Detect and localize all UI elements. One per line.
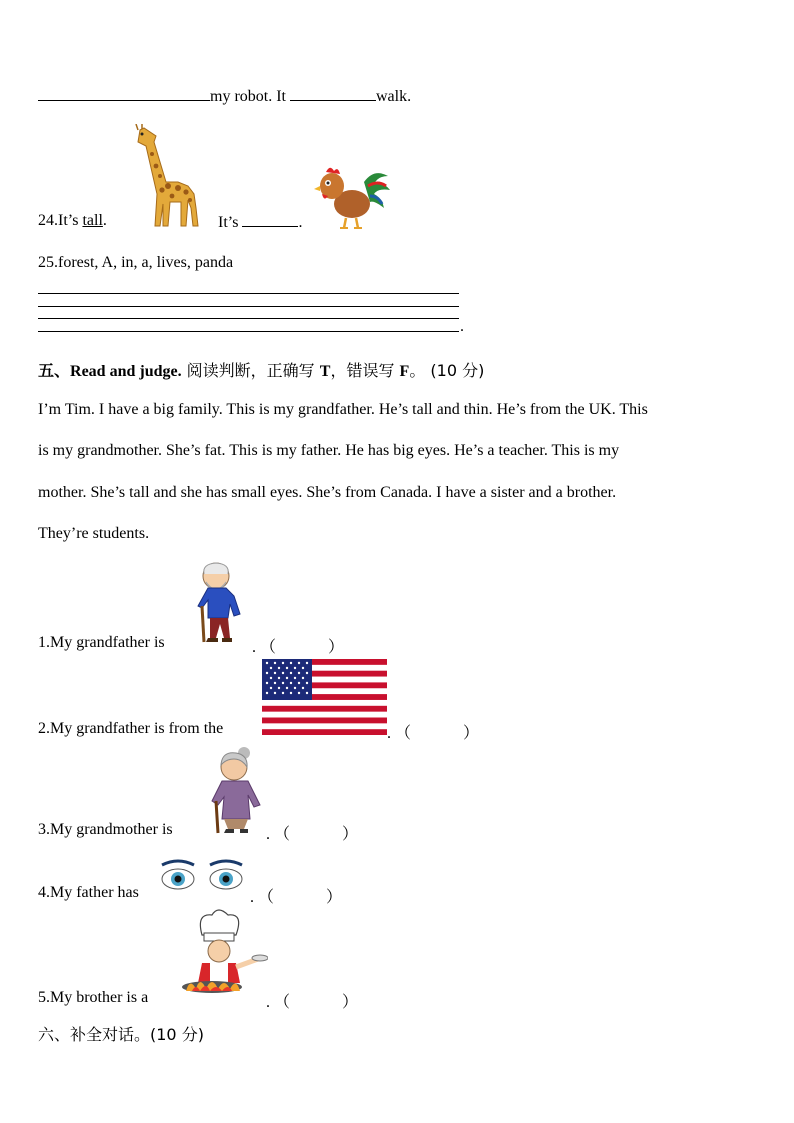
q25-final-dot: . bbox=[460, 318, 464, 335]
q24-end: . bbox=[298, 214, 303, 231]
item-1-dot-open: . （ bbox=[252, 639, 277, 656]
section-5-mid: ，错误写 bbox=[330, 361, 400, 380]
answer-blank[interactable] bbox=[242, 212, 298, 227]
answer-blank[interactable] bbox=[411, 724, 463, 738]
item-5-text: 5.My brother is a bbox=[38, 989, 149, 1006]
item-3-dot-open: . （ bbox=[266, 826, 291, 843]
section-5-title-cn: 阅读判断，正确写 bbox=[181, 361, 320, 380]
item-3-end bbox=[266, 821, 358, 844]
section-5-f: F bbox=[399, 363, 410, 380]
answer-blank[interactable] bbox=[276, 638, 328, 652]
answer-blank[interactable] bbox=[38, 86, 210, 101]
item-3-text: 3.My grandmother is bbox=[38, 821, 173, 838]
item-1-close: ） bbox=[328, 639, 345, 656]
q24-dot: . bbox=[102, 212, 107, 229]
item-2-text: 2.My grandfather is from the bbox=[38, 720, 224, 737]
section-5-title-en: Read and judge. bbox=[70, 363, 182, 380]
answer-blank[interactable] bbox=[290, 86, 376, 101]
answer-line[interactable] bbox=[38, 293, 459, 294]
passage-line: I’m Tim. I have a big family. This is my grandfather. He’s tall and thin. He’s from the UK. This bbox=[38, 401, 648, 418]
section-5-end: 。 (10 分) bbox=[409, 361, 485, 380]
giraffe-icon bbox=[126, 124, 206, 230]
chef-icon bbox=[172, 905, 268, 1005]
passage-line: They’re students. bbox=[38, 525, 150, 542]
answer-line[interactable] bbox=[38, 306, 459, 307]
answer-blank[interactable] bbox=[274, 888, 326, 902]
item-2-end bbox=[387, 720, 479, 743]
passage-line: is my grandmother. She’s fat. This is my father. He has big eyes. He’s a teacher. This is my bbox=[38, 442, 620, 459]
item-1-text: 1.My grandfather is bbox=[38, 634, 165, 651]
q24-prefix: 24.It’s bbox=[38, 212, 83, 229]
answer-line[interactable] bbox=[38, 318, 459, 319]
section-5-num: 五、 bbox=[38, 361, 71, 380]
old-woman-icon bbox=[200, 745, 268, 835]
item-4-close: ） bbox=[326, 889, 343, 906]
item-4-end bbox=[250, 884, 342, 907]
passage-line: mother. She’s tall and she has small eyes. She’s from Canada. I have a sister and a brother. bbox=[38, 484, 617, 501]
section-5-t: T bbox=[319, 363, 331, 380]
section-6-heading: 六、补全对话。(10 分) bbox=[38, 1025, 204, 1044]
answer-blank[interactable] bbox=[290, 825, 342, 839]
question-24 bbox=[38, 212, 107, 230]
item-4-dot-open: . （ bbox=[250, 889, 275, 906]
answer-line[interactable] bbox=[38, 331, 459, 332]
item-5-close: ） bbox=[342, 994, 359, 1011]
item-3-close: ） bbox=[342, 826, 359, 843]
question-24-second bbox=[218, 212, 302, 232]
answer-blank[interactable] bbox=[290, 993, 342, 1007]
q24-second: It’s bbox=[218, 214, 243, 231]
robot-text-end: walk. bbox=[376, 88, 412, 105]
question-25: 25.forest, A, in, a, lives, panda bbox=[38, 254, 234, 271]
robot-text-mid: my robot. It bbox=[210, 88, 286, 105]
item-2-close: ） bbox=[463, 725, 480, 742]
robot-sentence bbox=[38, 86, 411, 106]
item-5-end bbox=[266, 989, 358, 1012]
item-2-dot-open: . （ bbox=[387, 725, 412, 742]
q24-word: tall bbox=[82, 212, 103, 229]
big-eyes-icon bbox=[160, 855, 246, 895]
item-5-dot-open: . （ bbox=[266, 994, 291, 1011]
old-man-icon bbox=[194, 560, 250, 646]
item-4-text: 4.My father has bbox=[38, 884, 139, 901]
section-5-heading bbox=[38, 358, 484, 381]
us-flag-icon bbox=[262, 659, 387, 735]
item-1-end bbox=[252, 634, 344, 657]
rooster-icon bbox=[312, 162, 392, 230]
